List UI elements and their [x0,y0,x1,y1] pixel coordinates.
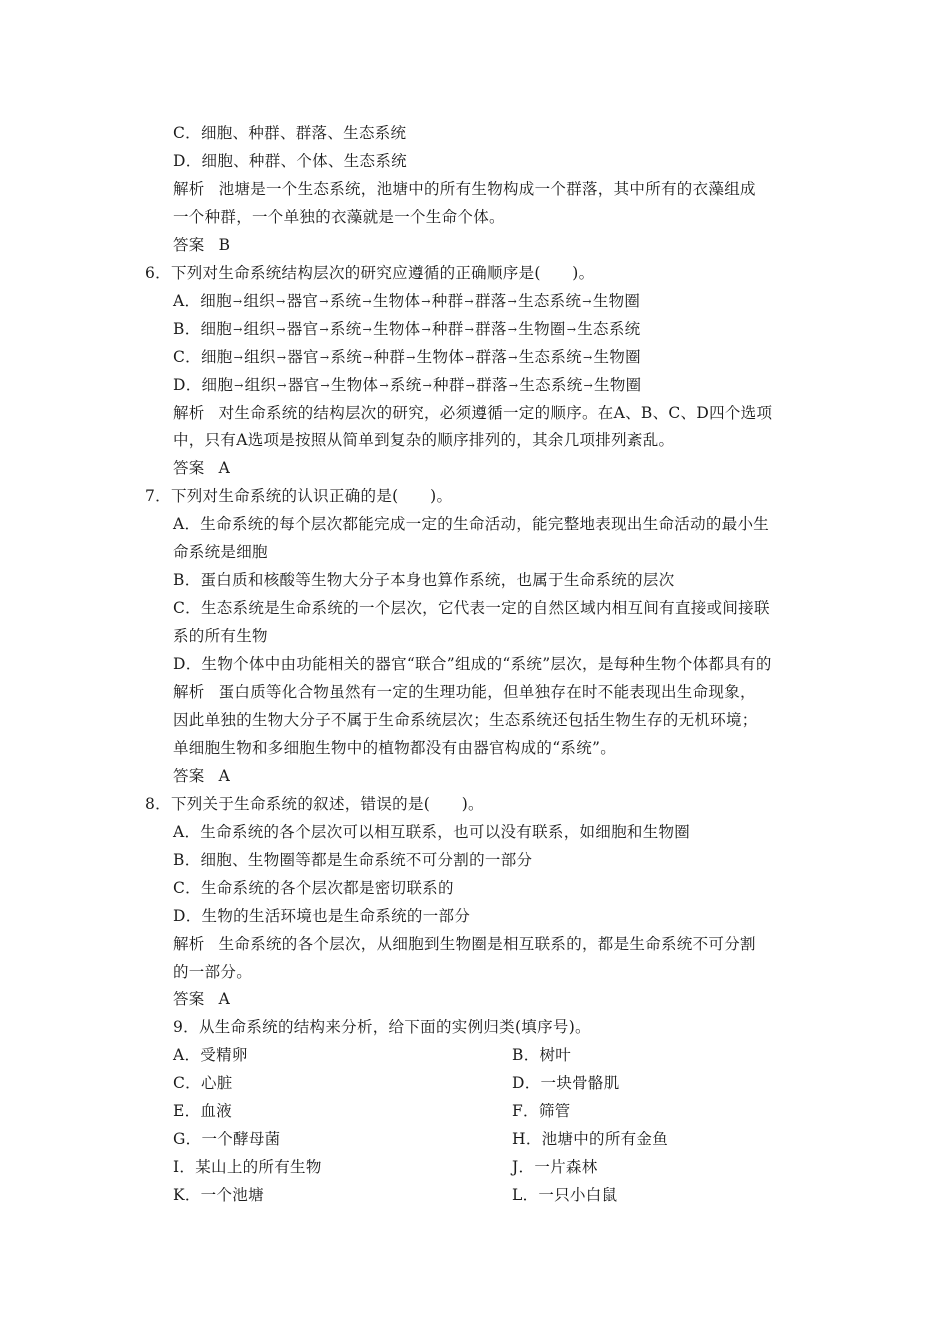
option-prefix: D． [173,376,202,394]
example-right: D．一块骨骼肌 [512,1074,620,1092]
chain-item: 系统 [330,348,362,366]
right-arrow-icon: → [582,295,592,308]
chain-item: 生物圈 [592,292,641,310]
example-left: C．心脏 [173,1074,233,1092]
text-line [173,850,532,870]
text-line [173,291,640,312]
line-text: C．生态系统是生命系统的一个层次，它代表一定的自然区域内相互间有直接或间接联 [173,599,770,617]
line-text: D．细胞、种群、个体、生态系统 [173,152,407,170]
text-line [173,1157,598,1177]
chain-item: 生物体 [372,292,421,310]
line-text: 8．下列关于生命系统的叙述，错误的是( )。 [145,795,484,813]
text-line [173,123,406,143]
right-arrow-icon: → [276,295,286,308]
chain-item: 系统 [329,292,362,310]
text-line [173,570,675,590]
text-line [145,486,452,506]
right-arrow-icon: → [379,379,389,392]
text-line [173,1101,571,1121]
text-line [173,710,758,730]
example-right: J．一片森林 [512,1158,598,1176]
line-text: 的一部分。 [173,963,253,981]
chain-item: 细胞 [200,348,233,366]
text-line [173,319,640,340]
chain-item: 器官 [286,292,319,310]
line-text: 7．下列对生命系统的认识正确的是( )。 [145,487,453,505]
right-arrow-icon: → [465,351,475,364]
chain-item: 系统 [389,376,422,394]
text-line [173,989,230,1009]
right-arrow-icon: → [233,351,244,364]
right-arrow-icon: → [234,379,244,392]
text-line [173,375,641,396]
chain-item: 生态系统 [518,292,582,310]
right-arrow-icon: → [406,351,416,364]
chain-item: 生态系统 [577,320,641,338]
text-line [173,598,770,618]
chain-item: 群落 [476,376,508,394]
right-arrow-icon: → [421,295,431,308]
line-text: 一个种群，一个单独的衣藻就是一个生命个体。 [173,208,505,226]
answer-label: 答案 [173,236,205,254]
example-left: E．血液 [173,1102,233,1120]
chain-item: 器官 [287,376,320,394]
answer-label: 答案 [173,767,205,785]
chain-item: 种群 [431,292,464,310]
right-arrow-icon: → [507,323,518,336]
line-text: 命系统是细胞 [173,543,268,561]
text-line [173,766,230,786]
chain-item: 种群 [432,320,464,338]
right-arrow-icon: → [583,379,594,392]
line-text: 6．下列对生命系统结构层次的研究应遵循的正确顺序是( )。 [145,264,595,282]
text-line [173,347,641,368]
text-line [173,906,470,926]
line-text: D．生物的生活环境也是生命系统的一部分 [173,907,471,925]
right-arrow-icon: → [276,323,286,336]
text-line [173,934,756,954]
line-text: 单细胞生物和多细胞生物中的植物都没有由器官构成的“系统”。 [173,739,617,757]
right-arrow-icon: → [276,351,287,364]
line-text: 9．从生命系统的结构来分析，给下面的实例归类(填序号)。 [173,1018,591,1036]
text-line [173,235,230,255]
example-left: G．一个酵母菌 [173,1130,281,1148]
text-line [145,794,484,814]
analysis-label: 解析 [173,404,205,422]
example-right: B．树叶 [512,1046,572,1064]
example-right: F．筛管 [512,1102,571,1120]
answer-label: 答案 [173,990,205,1008]
right-arrow-icon: → [320,379,330,392]
text-line [173,1073,620,1093]
chain-item: 群落 [474,292,507,310]
chain-item: 细胞 [201,376,234,394]
example-left: A．受精卵 [173,1046,248,1064]
chain-item: 组织 [244,376,277,394]
right-arrow-icon: → [233,323,243,336]
chain-item: 群落 [475,348,508,366]
right-arrow-icon: → [422,379,433,392]
line-text: 因此单独的生物大分子不属于生命系统层次；生态系统还包括生物生存的无机环境； [173,711,758,729]
text-line [173,962,252,982]
chain-item: 生物圈 [594,376,642,394]
chain-item: 组织 [243,320,276,338]
right-arrow-icon: → [464,295,474,308]
chain-item: 种群 [373,348,406,366]
text-line [173,403,772,423]
text-line [173,1017,591,1037]
right-arrow-icon: → [508,379,519,392]
analysis-label: 解析 [173,683,205,701]
chain-item: 生物圈 [518,320,566,338]
right-arrow-icon: → [507,295,518,308]
line-text: 系的所有生物 [173,627,268,645]
line-text: A [218,767,231,785]
line-text: 生命系统的各个层次，从细胞到生物圈是相互联系的，都是生命系统不可分割 [218,935,756,953]
analysis-label: 解析 [173,935,205,953]
chain-item: 器官 [286,320,319,338]
right-arrow-icon: → [319,351,330,364]
right-arrow-icon: → [363,351,373,364]
line-text: C．生命系统的各个层次都是密切联系的 [173,879,454,897]
line-text: C．细胞、种群、群落、生态系统 [173,124,407,142]
chain-item: 生物圈 [593,348,641,366]
text-line [173,1129,669,1149]
text-line [173,738,616,758]
line-text: A．生命系统的每个层次都能完成一定的生命活动，能完整地表现出生命活动的最小生 [173,515,770,533]
chain-item: 生物体 [373,320,421,338]
example-right: L．一只小白鼠 [512,1186,618,1204]
line-text: 中，只有A选项是按照从简单到复杂的顺序排列的，其余几项排列紊乱。 [173,431,675,449]
text-line [173,878,454,898]
right-arrow-icon: → [277,379,287,392]
text-line [173,1185,618,1205]
right-arrow-icon: → [362,295,372,308]
line-text: B [218,236,231,254]
line-text: B．细胞、生物圈等都是生命系统不可分割的一部分 [173,851,533,869]
right-arrow-icon: → [362,323,373,336]
text-line [173,514,769,534]
text-line [145,263,594,283]
option-prefix: B． [173,320,201,338]
right-arrow-icon: → [464,323,475,336]
example-left: I．某山上的所有生物 [173,1158,322,1176]
text-line [173,682,756,702]
text-line [173,654,772,674]
chain-item: 系统 [329,320,362,338]
right-arrow-icon: → [421,323,431,336]
chain-item: 组织 [244,348,276,366]
chain-item: 细胞 [200,292,232,310]
text-line [173,179,756,199]
text-line [173,542,268,562]
chain-item: 生物体 [330,376,379,394]
line-text: A．生命系统的各个层次可以相互联系，也可以没有联系，如细胞和生物圈 [173,823,691,841]
text-line [173,626,268,646]
line-text: 蛋白质等化合物虽然有一定的生理功能，但单独存在时不能表现出生命现象， [218,683,756,701]
chain-item: 组织 [243,292,276,310]
answer-label: 答案 [173,459,205,477]
line-text: B．蛋白质和核酸等生物大分子本身也算作系统，也属于生命系统的层次 [173,571,675,589]
chain-item: 生物体 [416,348,465,366]
chain-item: 种群 [433,376,465,394]
example-right: H．池塘中的所有金鱼 [512,1130,669,1148]
text-line [173,1045,572,1065]
line-text: 对生命系统的结构层次的研究，必须遵循一定的顺序。在A、B、C、D四个选项 [218,404,773,422]
text-line [173,207,505,227]
text-line [173,822,690,842]
right-arrow-icon: → [319,295,329,308]
line-text: 池塘是一个生态系统，池塘中的所有生物构成一个群落，其中所有的衣藻组成 [218,180,756,198]
chain-item: 生态系统 [518,348,582,366]
text-line [173,430,674,450]
right-arrow-icon: → [465,379,476,392]
chain-item: 细胞 [200,320,233,338]
line-text: A [218,990,231,1008]
right-arrow-icon: → [508,351,518,364]
right-arrow-icon: → [566,323,577,336]
option-prefix: A． [173,292,201,310]
analysis-label: 解析 [173,180,205,198]
right-arrow-icon: → [232,295,243,308]
text-line [173,151,407,171]
chain-item: 群落 [475,320,507,338]
chain-item: 生态系统 [519,376,583,394]
example-left: K．一个池塘 [173,1186,264,1204]
option-prefix: C． [173,348,201,366]
chain-item: 器官 [287,348,319,366]
right-arrow-icon: → [582,351,593,364]
line-text: A [218,459,231,477]
right-arrow-icon: → [319,323,329,336]
line-text: D．生物个体中由功能相关的器官“联合”组成的“系统”层次，是每种生物个体都具有的 [173,655,772,673]
text-line [173,458,230,478]
